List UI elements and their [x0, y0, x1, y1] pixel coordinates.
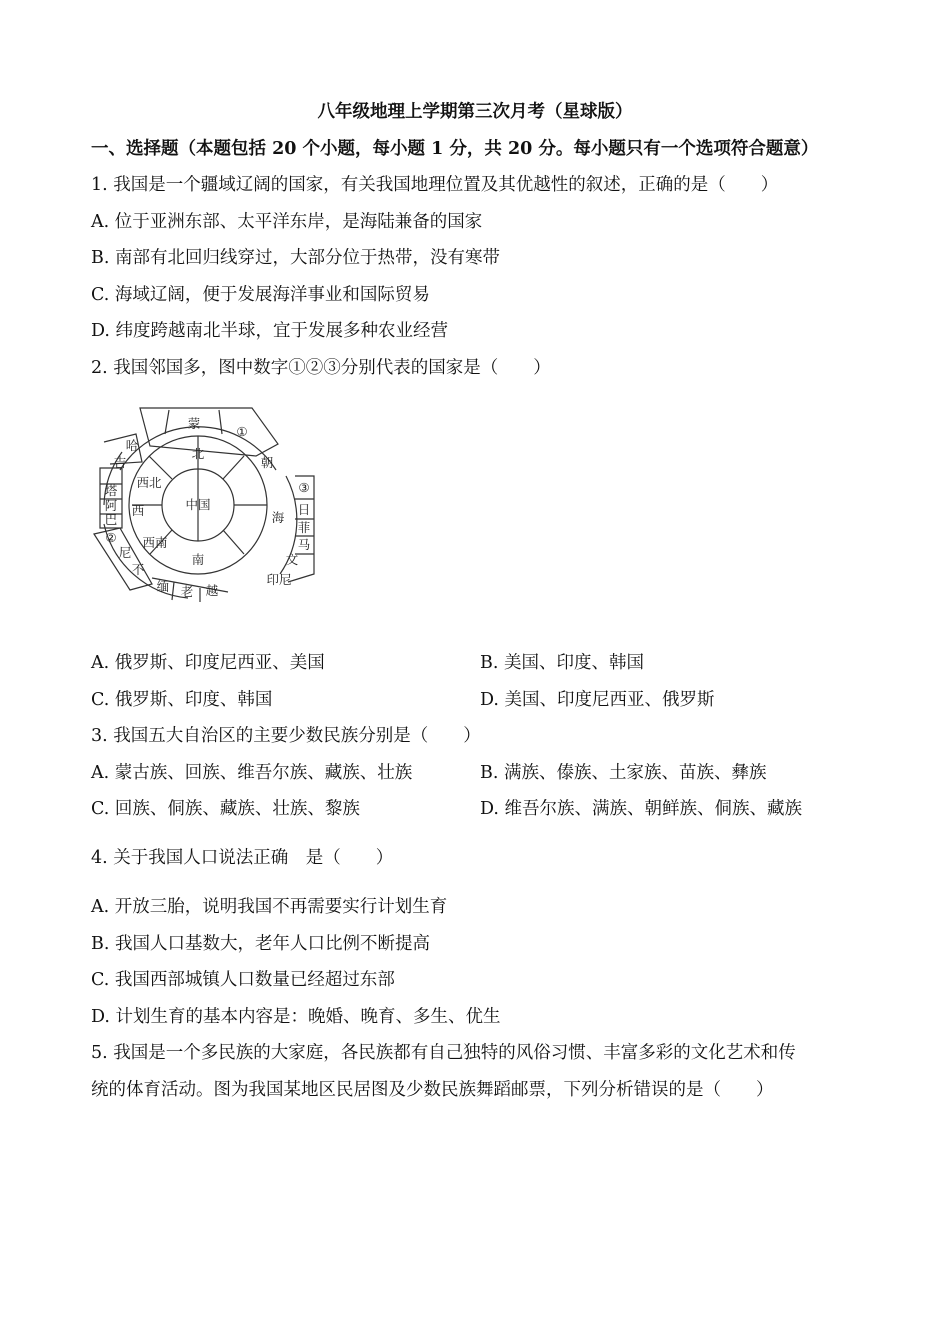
question-3-option-c: C. 回族、侗族、藏族、壮族、黎族 — [91, 799, 360, 819]
question-4-stem: 4. 关于我国人口说法正确 是（ ） — [91, 848, 394, 868]
diagram-neighbor-3: 朝 — [260, 455, 274, 470]
diagram-sector-southwest: 西南 — [142, 535, 168, 550]
diagram-sector-south: 南 — [191, 552, 205, 567]
question-2-stem: 2. 我国邻国多，图中数字①②③分别代表的国家是（ ） — [91, 358, 551, 378]
page-title: 八年级地理上学期第三次月考（星球版） — [317, 102, 633, 122]
diagram-center-label: 中国 — [185, 497, 211, 512]
question-2-option-d: D. 美国、印度尼西亚、俄罗斯 — [480, 690, 715, 710]
question-3-option-d: D. 维吾尔族、满族、朝鲜族、侗族、藏族 — [480, 799, 803, 819]
neighbor-countries-diagram — [92, 404, 322, 602]
diagram-sector-northwest: 西北 — [136, 475, 162, 490]
diagram-neighbor-20: 哈 — [125, 438, 139, 453]
diagram-neighbor-6: 菲 — [297, 520, 311, 535]
question-1-option-a: A. 位于亚洲东部、太平洋东岸，是海陆兼备的国家 — [91, 212, 483, 232]
diagram-neighbor-9: 印尼 — [266, 572, 292, 587]
diagram-neighbor-18: 塔 — [104, 483, 118, 498]
diagram-neighbor-17: 阿 — [104, 498, 118, 513]
diagram-sector-north: 北 — [191, 446, 205, 461]
diagram-sector-west: 西 — [131, 503, 145, 518]
diagram-neighbor-2: ① — [236, 424, 248, 439]
question-3-option-b: B. 满族、傣族、土家族、苗族、彝族 — [480, 763, 767, 783]
diagram-neighbor-8: 文 — [285, 552, 299, 567]
question-1-option-b: B. 南部有北回归线穿过，大部分位于热带，没有寒带 — [91, 248, 500, 268]
question-4-option-b: B. 我国人口基数大，老年人口比例不断提高 — [91, 934, 430, 954]
question-4-option-d: D. 计划生育的基本内容是：晚婚、晚育、多生、优生 — [91, 1007, 501, 1027]
diagram-neighbor-14: 尼 — [118, 545, 132, 560]
diagram-neighbor-12: 缅 — [156, 579, 170, 594]
question-4-option-a: A. 开放三胎，说明我国不再需要实行计划生育 — [91, 897, 448, 917]
diagram-neighbor-1: 蒙 — [187, 416, 201, 431]
diagram-neighbor-15: ② — [105, 530, 117, 545]
diagram-neighbor-16: 巴 — [104, 512, 118, 527]
diagram-neighbor-19: 吉 — [113, 455, 127, 470]
diagram-sector-sea: 海 — [271, 510, 285, 525]
diagram-neighbor-5: 日 — [297, 502, 311, 517]
question-5-stem-line-2: 统的体育活动。图为我国某地区民居图及少数民族舞蹈邮票，下列分析错误的是（ ） — [91, 1080, 774, 1100]
question-4-option-c: C. 我国西部城镇人口数量已经超过东部 — [91, 970, 395, 990]
diagram-neighbor-10: 越 — [205, 583, 219, 598]
question-2-option-b: B. 美国、印度、韩国 — [480, 653, 644, 673]
question-1-option-d: D. 纬度跨越南北半球，宜于发展多种农业经营 — [91, 321, 449, 341]
diagram-neighbor-11: 老 — [180, 584, 194, 599]
question-3-option-a: A. 蒙古族、回族、维吾尔族、藏族、壮族 — [91, 763, 413, 783]
question-2-option-c: C. 俄罗斯、印度、韩国 — [91, 690, 273, 710]
section-heading: 一、选择题（本题包括 20 个小题，每小题 1 分，共 20 分。每小题只有一个选项符合题意） — [91, 139, 819, 159]
diagram-neighbor-4: ③ — [298, 480, 310, 495]
question-2-option-a: A. 俄罗斯、印度尼西亚、美国 — [91, 653, 325, 673]
question-1-option-c: C. 海域辽阔，便于发展海洋事业和国际贸易 — [91, 285, 430, 305]
question-3-stem: 3. 我国五大自治区的主要少数民族分别是（ ） — [91, 726, 481, 746]
diagram-neighbor-13: 不 — [131, 562, 145, 577]
diagram-neighbor-7: 马 — [297, 537, 311, 552]
question-5-stem-line-1: 5. 我国是一个多民族的大家庭，各民族都有自己独特的风俗习惯、丰富多彩的文化艺术和传 — [91, 1043, 796, 1063]
question-1-stem: 1. 我国是一个疆域辽阔的国家，有关我国地理位置及其优越性的叙述，正确的是（ ） — [91, 175, 779, 195]
